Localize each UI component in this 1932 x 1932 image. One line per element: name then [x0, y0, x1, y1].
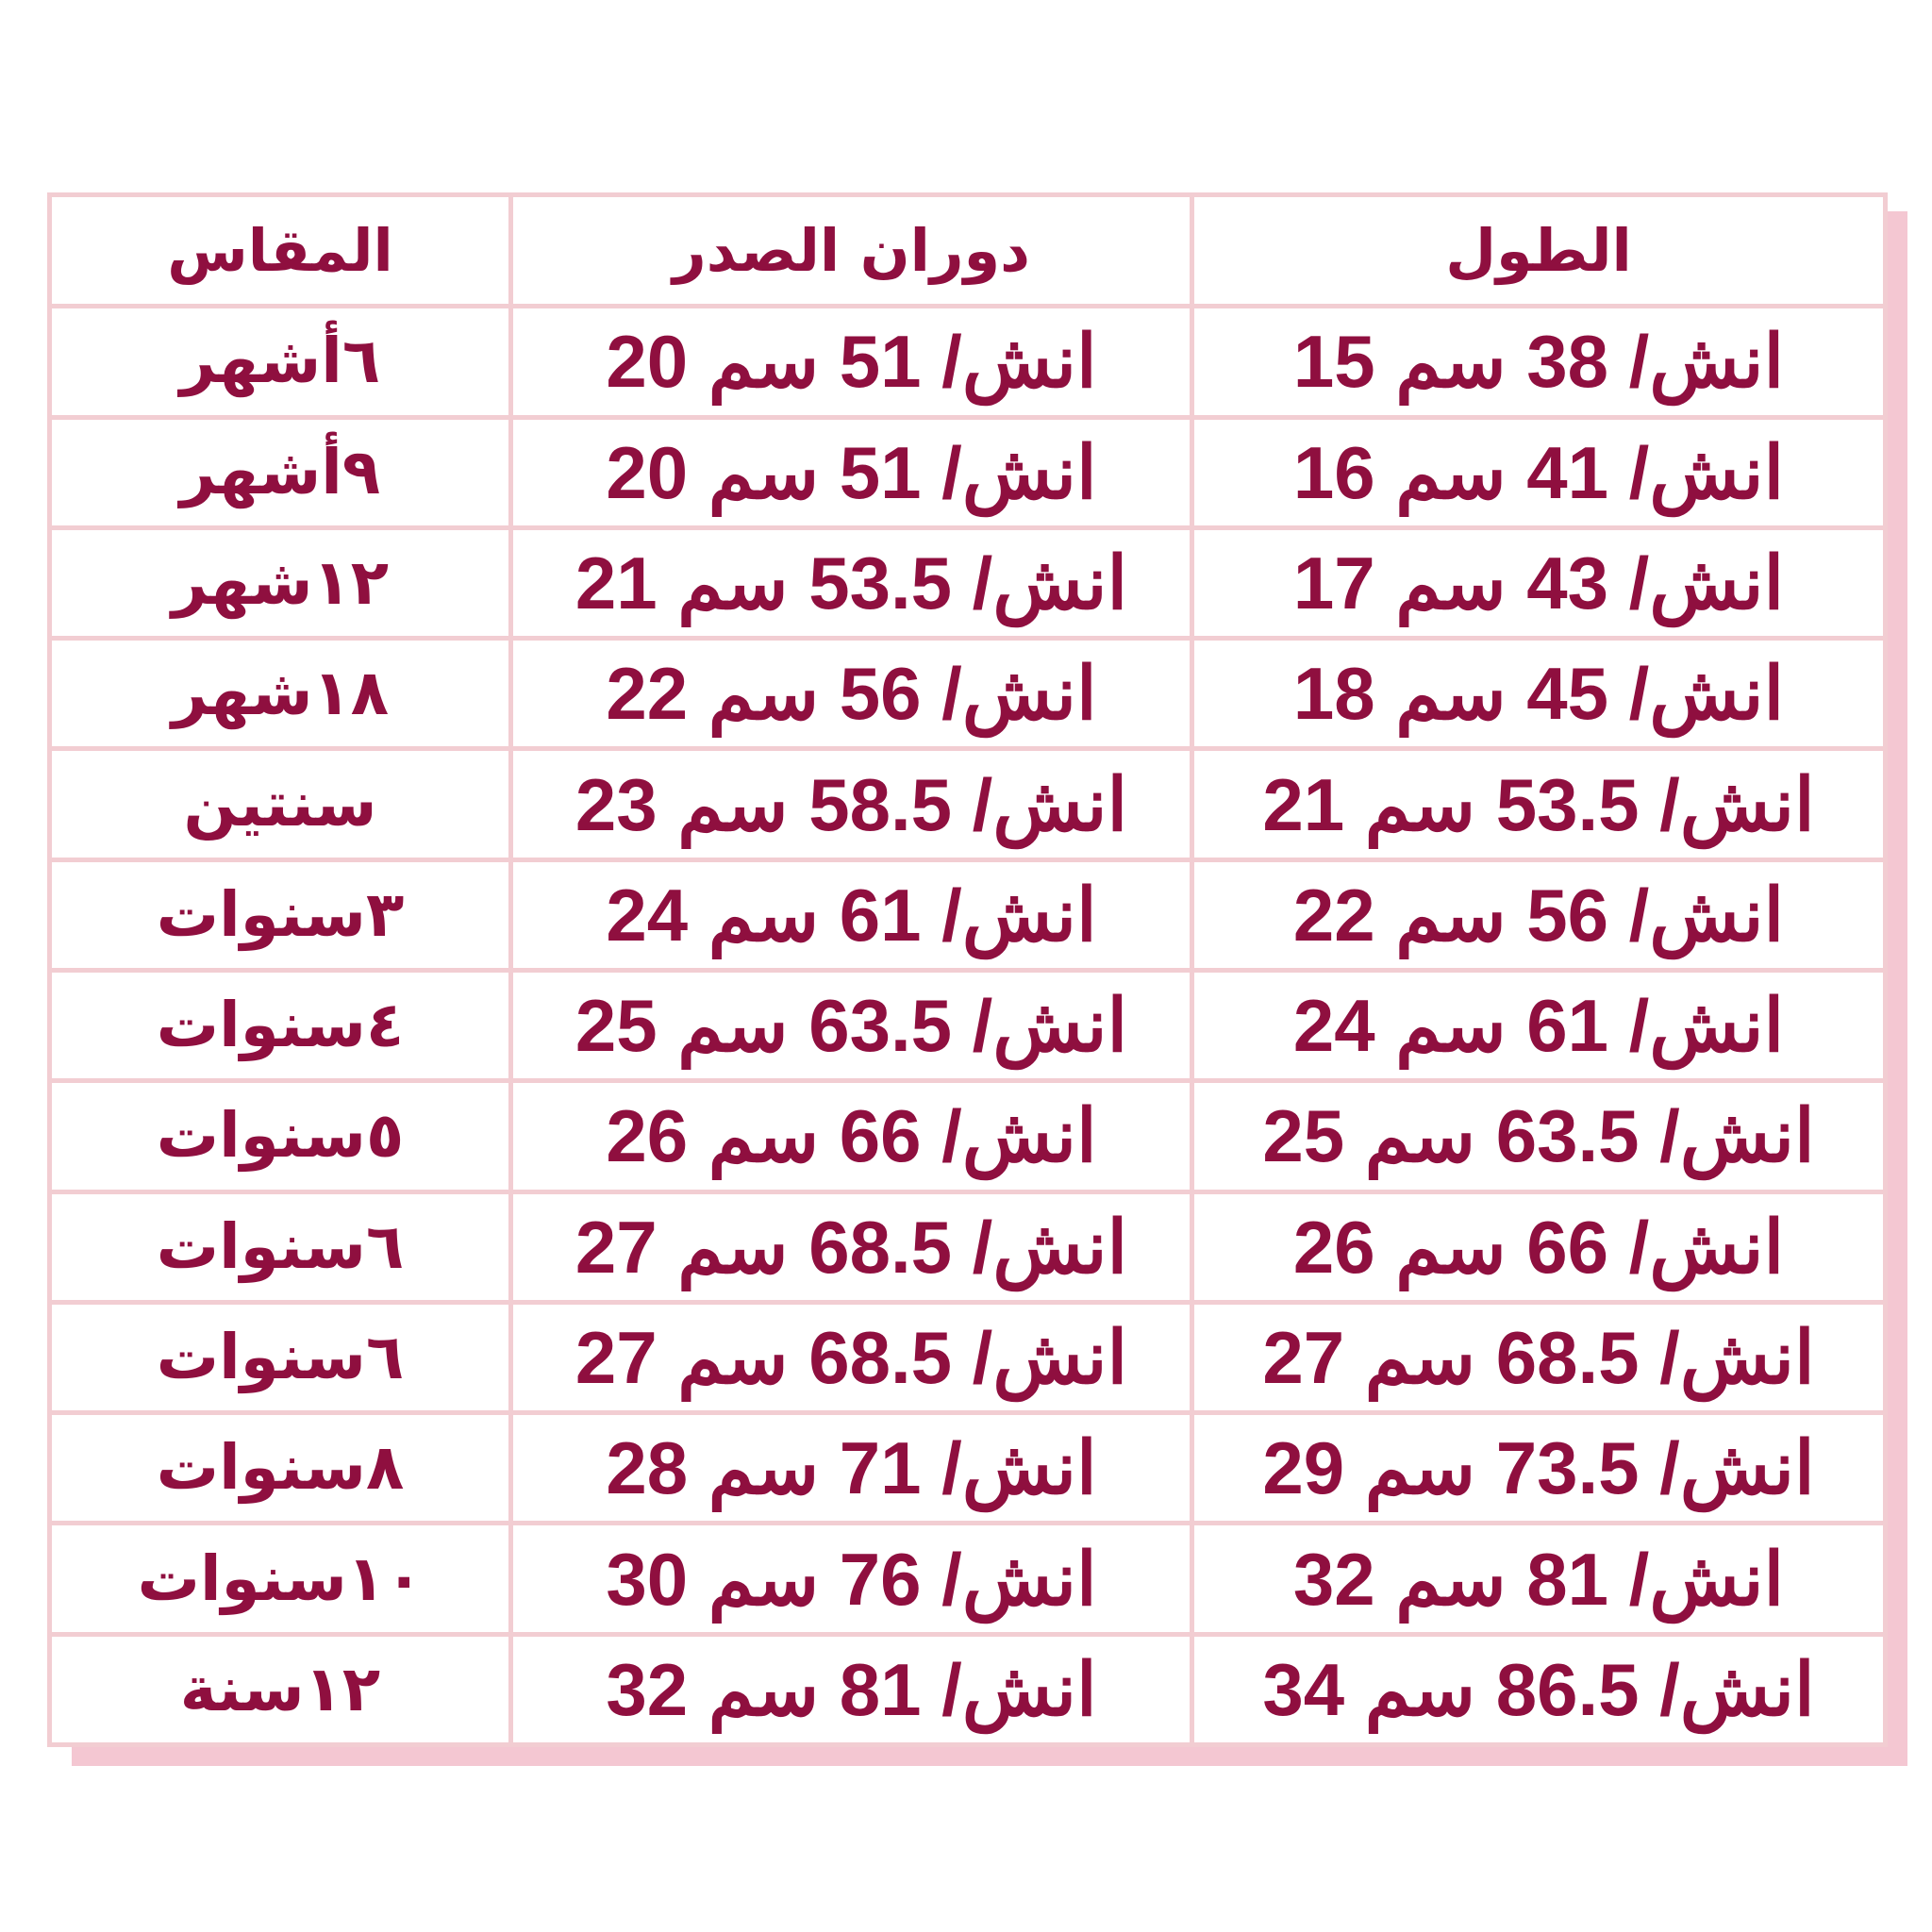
table-row	[50, 749, 1886, 859]
header-chest: دوران الصدر	[511, 195, 1192, 307]
size-cell: ١٠سنوات	[50, 1524, 511, 1634]
length-cell: 26 انش/ 66 سم	[1192, 1191, 1886, 1302]
chest-cell: 21 انش/ 53.5 سم	[511, 527, 1192, 638]
chest-cell: 25 انش/ 63.5 سم	[511, 970, 1192, 1080]
chest-cell: 22 انش/ 56 سم	[511, 639, 1192, 749]
size-cell: ١٢شهر	[50, 527, 511, 638]
size-cell: ١٢سنة	[50, 1634, 511, 1744]
chest-cell: 27 انش/ 68.5 سم	[511, 1191, 1192, 1302]
length-cell: 22 انش/ 56 سم	[1192, 859, 1886, 970]
table-row	[50, 1081, 1886, 1191]
size-cell: ٤سنوات	[50, 970, 511, 1080]
size-cell: ١٨شهر	[50, 639, 511, 749]
size-cell: ٦سنوات	[50, 1302, 511, 1412]
table-row	[50, 970, 1886, 1080]
size-cell: ٣سنوات	[50, 859, 511, 970]
length-cell: 29 انش/ 73.5 سم	[1192, 1413, 1886, 1524]
table-row	[50, 1191, 1886, 1302]
chest-cell: 24 انش/ 61 سم	[511, 859, 1192, 970]
table-row	[50, 1524, 1886, 1634]
table-row	[50, 417, 1886, 527]
size-cell: ٥سنوات	[50, 1081, 511, 1191]
length-cell: 27 انش/ 68.5 سم	[1192, 1302, 1886, 1412]
table-row	[50, 1634, 1886, 1744]
chest-cell: 30 انش/ 76 سم	[511, 1524, 1192, 1634]
size-chart-body	[50, 195, 1886, 1745]
table-row	[50, 1413, 1886, 1524]
length-cell: 32 انش/ 81 سم	[1192, 1524, 1886, 1634]
table-row	[50, 1302, 1886, 1412]
table-row	[50, 859, 1886, 970]
length-cell: 16 انش/ 41 سم	[1192, 417, 1886, 527]
table-header-row	[50, 195, 1886, 307]
length-cell: 34 انش/ 86.5 سم	[1192, 1634, 1886, 1744]
length-cell: 21 انش/ 53.5 سم	[1192, 749, 1886, 859]
table-row	[50, 307, 1886, 417]
chest-cell: 20 انش/ 51 سم	[511, 417, 1192, 527]
table-row	[50, 527, 1886, 638]
length-cell: 24 انش/ 61 سم	[1192, 970, 1886, 1080]
length-cell: 25 انش/ 63.5 سم	[1192, 1081, 1886, 1191]
size-cell: سنتين	[50, 749, 511, 859]
size-chart-table	[47, 192, 1888, 1747]
size-cell: ٦أشهر	[50, 307, 511, 417]
chest-cell: 26 انش/ 66 سم	[511, 1081, 1192, 1191]
length-cell: 17 انش/ 43 سم	[1192, 527, 1886, 638]
table-row	[50, 639, 1886, 749]
length-cell: 15 انش/ 38 سم	[1192, 307, 1886, 417]
length-cell: 18 انش/ 45 سم	[1192, 639, 1886, 749]
chest-cell: 27 انش/ 68.5 سم	[511, 1302, 1192, 1412]
header-length: الطول	[1192, 195, 1886, 307]
size-cell: ٨سنوات	[50, 1413, 511, 1524]
chest-cell: 28 انش/ 71 سم	[511, 1413, 1192, 1524]
size-cell: ٩أشهر	[50, 417, 511, 527]
size-cell: ٦سنوات	[50, 1191, 511, 1302]
chest-cell: 20 انش/ 51 سم	[511, 307, 1192, 417]
header-size: المقاس	[50, 195, 511, 307]
chest-cell: 32 انش/ 81 سم	[511, 1634, 1192, 1744]
chest-cell: 23 انش/ 58.5 سم	[511, 749, 1192, 859]
